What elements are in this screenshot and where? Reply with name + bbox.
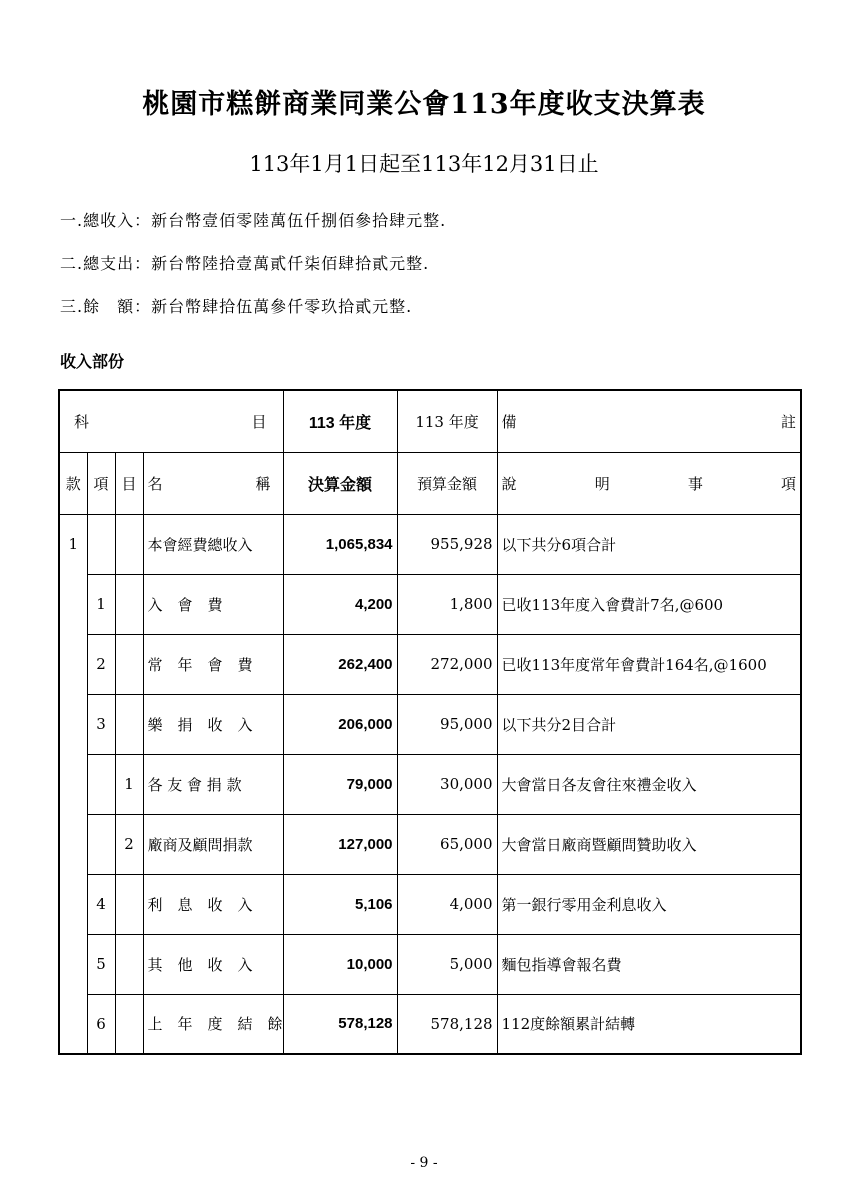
cell-note: 112度餘額累計結轉 xyxy=(497,994,801,1054)
cell-mu: 1 xyxy=(115,754,143,814)
table-row xyxy=(59,754,801,814)
table-row xyxy=(59,694,801,754)
table-header-row-2 xyxy=(59,452,801,514)
table-row xyxy=(59,994,801,1054)
cell-name: 樂 捐 收 入 xyxy=(143,694,283,754)
header-budget-label: 預算金額 xyxy=(397,452,497,514)
cell-note: 以下共分6項合計 xyxy=(497,514,801,574)
header-actual-label: 決算金額 xyxy=(283,452,397,514)
table-row xyxy=(59,874,801,934)
cell-budget-amount: 65,000 xyxy=(397,814,497,874)
cell-xiang: 3 xyxy=(87,694,115,754)
cell-actual-amount: 4,200 xyxy=(283,574,397,634)
cell-budget-amount: 272,000 xyxy=(397,634,497,694)
header-budget-year: 113 年度 xyxy=(397,390,497,452)
cell-name: 利 息 收 入 xyxy=(143,874,283,934)
cell-name: 上 年 度 結 餘 xyxy=(143,994,283,1054)
page-number: - 9 - xyxy=(410,1155,438,1171)
header-xiang: 項 xyxy=(87,452,115,514)
cell-name: 各 友 會 捐 款 xyxy=(143,754,283,814)
cell-note: 已收113年度常年會費計164名,@1600 xyxy=(497,634,801,694)
cell-xiang xyxy=(87,814,115,874)
table-row xyxy=(59,574,801,634)
cell-note: 麵包指導會報名費 xyxy=(497,934,801,994)
cell-budget-amount: 5,000 xyxy=(397,934,497,994)
cell-mu xyxy=(115,934,143,994)
cell-note: 以下共分2目合計 xyxy=(497,694,801,754)
summary-total-expense: 二.總支出：新台幣陸拾壹萬貳仟柒佰肆拾貳元整. xyxy=(60,254,430,273)
cell-budget-amount: 4,000 xyxy=(397,874,497,934)
cell-kuan xyxy=(59,814,87,874)
cell-budget-amount: 955,928 xyxy=(397,514,497,574)
cell-actual-amount: 127,000 xyxy=(283,814,397,874)
header-remarks-desc xyxy=(497,452,801,514)
document-title: 桃園市糕餅商業同業公會113年度收支決算表 xyxy=(142,89,706,120)
table-row xyxy=(59,934,801,994)
cell-note: 已收113年度入會費計7名,@600 xyxy=(497,574,801,634)
cell-kuan xyxy=(59,994,87,1054)
cell-mu xyxy=(115,514,143,574)
header-actual-year: 113 年度 xyxy=(283,390,397,452)
cell-kuan xyxy=(59,694,87,754)
header-remarks-char-2: 明 xyxy=(594,474,610,493)
cell-name: 入 會 費 xyxy=(143,574,283,634)
cell-xiang: 4 xyxy=(87,874,115,934)
header-kuan: 款 xyxy=(59,452,87,514)
cell-actual-amount: 1,065,834 xyxy=(283,514,397,574)
header-remarks-right: 註 xyxy=(781,412,797,431)
cell-name: 廠商及顧問捐款 xyxy=(143,814,283,874)
table-row xyxy=(59,634,801,694)
header-subject-left: 科 xyxy=(74,412,90,431)
cell-kuan xyxy=(59,934,87,994)
cell-kuan xyxy=(59,574,87,634)
cell-mu xyxy=(115,874,143,934)
header-remarks-left: 備 xyxy=(501,412,517,431)
summary-total-income: 一.總收入：新台幣壹佰零陸萬伍仟捌佰參拾肆元整. xyxy=(60,211,447,230)
table-header-row-1 xyxy=(59,390,801,452)
cell-name: 其 他 收 入 xyxy=(143,934,283,994)
income-table xyxy=(58,389,802,1055)
cell-budget-amount: 95,000 xyxy=(397,694,497,754)
header-remarks-char-4: 項 xyxy=(781,474,797,493)
header-remarks-char-1: 說 xyxy=(501,474,517,493)
summary-balance: 三.餘 額：新台幣肆拾伍萬參仟零玖拾貳元整. xyxy=(60,297,413,316)
cell-actual-amount: 262,400 xyxy=(283,634,397,694)
document-period: 113年1月1日起至113年12月31日止 xyxy=(249,152,599,176)
header-remarks-char-3: 事 xyxy=(687,474,703,493)
cell-actual-amount: 79,000 xyxy=(283,754,397,814)
cell-xiang xyxy=(87,754,115,814)
cell-mu xyxy=(115,694,143,754)
cell-kuan: 1 xyxy=(59,514,87,574)
cell-note: 大會當日各友會往來禮金收入 xyxy=(497,754,801,814)
header-name xyxy=(143,452,283,514)
cell-note: 大會當日廠商暨顧問贊助收入 xyxy=(497,814,801,874)
header-remarks xyxy=(497,390,801,452)
cell-xiang: 1 xyxy=(87,574,115,634)
cell-xiang: 6 xyxy=(87,994,115,1054)
cell-mu xyxy=(115,994,143,1054)
header-subject-right: 目 xyxy=(251,412,267,431)
cell-kuan xyxy=(59,874,87,934)
header-mu: 目 xyxy=(115,452,143,514)
cell-kuan xyxy=(59,754,87,814)
header-subject xyxy=(59,390,283,452)
cell-xiang: 5 xyxy=(87,934,115,994)
cell-budget-amount: 30,000 xyxy=(397,754,497,814)
cell-name: 本會經費總收入 xyxy=(143,514,283,574)
table-row xyxy=(59,514,801,574)
cell-budget-amount: 1,800 xyxy=(397,574,497,634)
cell-actual-amount: 206,000 xyxy=(283,694,397,754)
cell-budget-amount: 578,128 xyxy=(397,994,497,1054)
cell-name: 常 年 會 費 xyxy=(143,634,283,694)
cell-actual-amount: 578,128 xyxy=(283,994,397,1054)
header-name-left: 名 xyxy=(147,474,163,493)
cell-kuan xyxy=(59,634,87,694)
cell-actual-amount: 5,106 xyxy=(283,874,397,934)
cell-mu: 2 xyxy=(115,814,143,874)
cell-note: 第一銀行零用金利息收入 xyxy=(497,874,801,934)
cell-actual-amount: 10,000 xyxy=(283,934,397,994)
table-row xyxy=(59,814,801,874)
cell-mu xyxy=(115,634,143,694)
section-title-income: 收入部份 xyxy=(60,352,125,371)
cell-mu xyxy=(115,574,143,634)
cell-xiang: 2 xyxy=(87,634,115,694)
header-name-right: 稱 xyxy=(255,474,271,493)
cell-xiang xyxy=(87,514,115,574)
